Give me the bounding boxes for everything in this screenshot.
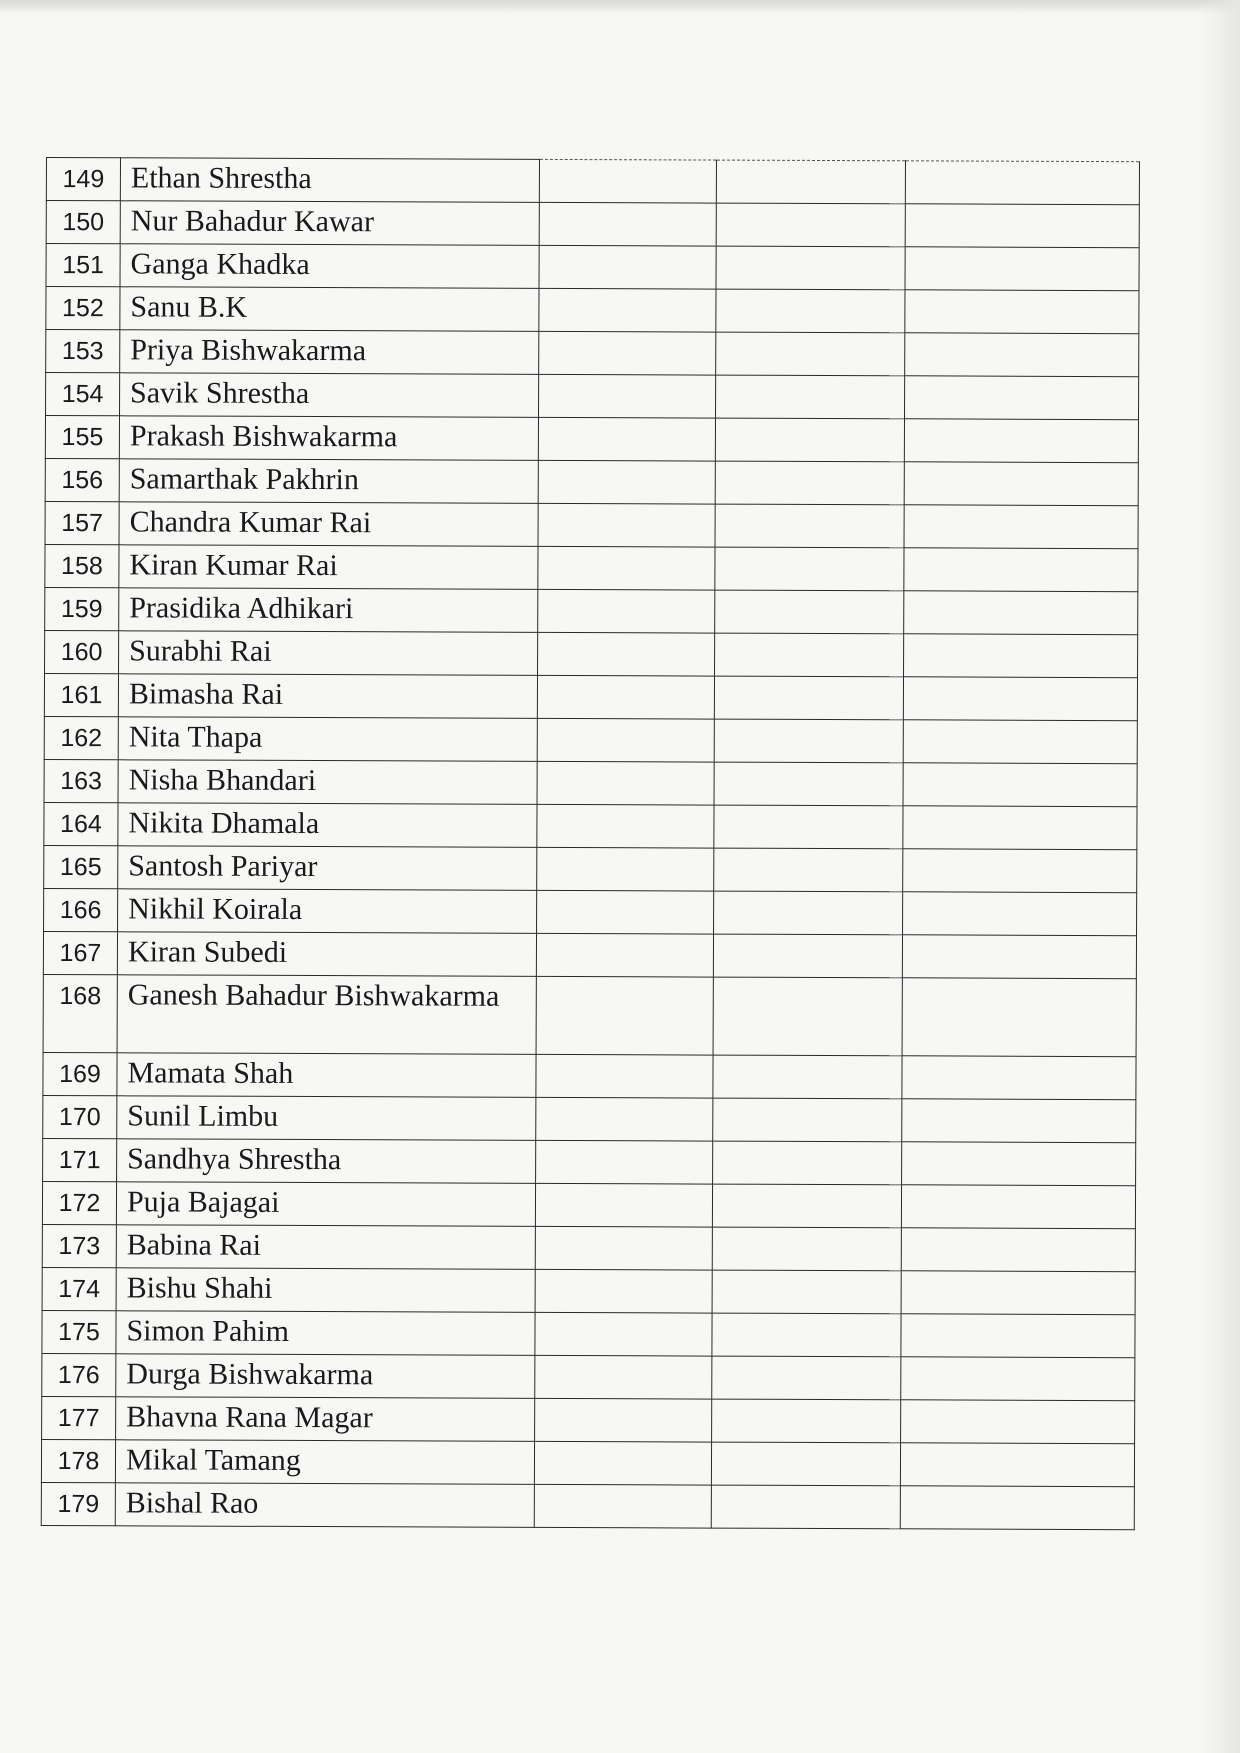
blank-cell-1 [537, 890, 714, 934]
table-row [42, 1267, 1135, 1314]
serial-number-cell: 175 [42, 1310, 116, 1353]
table-row [42, 1353, 1135, 1400]
name-cell: Nisha Bhandari [118, 760, 537, 805]
blank-cell-1 [535, 1269, 712, 1313]
blank-cell-2 [713, 1098, 902, 1142]
blank-cell-1 [535, 1226, 712, 1270]
blank-cell-3 [904, 462, 1138, 506]
table-row [45, 587, 1138, 634]
name-cell: Sunil Limbu [117, 1096, 536, 1141]
serial-number-cell: 159 [45, 587, 119, 630]
blank-cell-3 [903, 677, 1137, 721]
name-cell: Bimasha Rai [118, 674, 537, 719]
blank-cell-3 [901, 1271, 1135, 1315]
blank-cell-1 [539, 288, 716, 332]
blank-cell-3 [902, 1099, 1136, 1143]
blank-cell-1 [536, 1140, 713, 1184]
table-row [45, 501, 1138, 548]
blank-cell-1 [538, 632, 715, 676]
blank-cell-1 [539, 331, 716, 375]
blank-cell-1 [535, 1183, 712, 1227]
blank-cell-2 [714, 848, 903, 892]
serial-number-cell: 168 [43, 974, 117, 1052]
blank-cell-2 [712, 1399, 901, 1443]
table-row [41, 1439, 1134, 1486]
name-cell: Santosh Pariyar [118, 846, 537, 891]
blank-cell-1 [537, 675, 714, 719]
blank-cell-1 [539, 374, 716, 418]
serial-number-cell: 150 [46, 201, 120, 244]
serial-number-cell: 152 [46, 287, 120, 330]
serial-number-cell: 166 [44, 888, 118, 931]
blank-cell-3 [903, 720, 1137, 764]
name-cell: Prakash Bishwakarma [119, 416, 538, 461]
blank-cell-1 [538, 589, 715, 633]
blank-cell-2 [716, 375, 905, 419]
table-row [46, 287, 1139, 334]
name-cell: Nur Bahadur Kawar [120, 201, 539, 246]
table-row [44, 673, 1137, 720]
blank-cell-1 [538, 546, 715, 590]
table-row [43, 931, 1136, 978]
blank-cell-1 [539, 245, 716, 289]
blank-cell-2 [716, 289, 905, 333]
blank-cell-3 [901, 1185, 1135, 1229]
blank-cell-1 [536, 1097, 713, 1141]
blank-cell-2 [714, 805, 903, 849]
blank-cell-1 [535, 1355, 712, 1399]
name-cell: Ganesh Bahadur Bishwakarma [117, 975, 536, 1055]
blank-cell-2 [715, 504, 904, 548]
table-row [43, 1095, 1136, 1142]
scan-edge-shadow-right [1200, 0, 1240, 1753]
blank-cell-3 [901, 1400, 1135, 1444]
blank-cell-3 [900, 1443, 1134, 1487]
blank-cell-2 [712, 1184, 901, 1228]
table-row [44, 802, 1137, 849]
serial-number-cell: 153 [46, 330, 120, 373]
table-row [44, 716, 1137, 763]
name-cell: Nita Thapa [118, 717, 537, 762]
blank-cell-3 [905, 376, 1139, 420]
blank-cell-1 [536, 1054, 713, 1098]
table-row [46, 330, 1139, 377]
blank-cell-2 [711, 1485, 900, 1529]
blank-cell-1 [538, 460, 715, 504]
name-cell: Mikal Tamang [115, 1440, 534, 1485]
blank-cell-3 [905, 247, 1139, 291]
serial-number-cell: 160 [45, 630, 119, 673]
blank-cell-2 [715, 633, 904, 677]
blank-cell-3 [902, 1142, 1136, 1186]
table-row [43, 1138, 1136, 1185]
blank-cell-3 [904, 419, 1138, 463]
blank-cell-3 [903, 849, 1137, 893]
serial-number-cell: 161 [44, 673, 118, 716]
table-row [45, 544, 1138, 591]
blank-cell-2 [715, 418, 904, 462]
name-cell: Ethan Shrestha [120, 158, 539, 203]
blank-cell-3 [904, 591, 1138, 635]
name-cell: Bhavna Rana Magar [116, 1397, 535, 1442]
blank-cell-2 [716, 203, 905, 247]
serial-number-cell: 149 [46, 158, 120, 201]
serial-number-cell: 164 [44, 802, 118, 845]
table-row [42, 1224, 1135, 1271]
name-cell: Chandra Kumar Rai [119, 502, 538, 547]
name-cell: Simon Pahim [116, 1311, 535, 1356]
blank-cell-2 [712, 1227, 901, 1271]
blank-cell-1 [539, 159, 716, 203]
blank-cell-1 [536, 933, 713, 977]
blank-cell-3 [902, 978, 1136, 1057]
serial-number-cell: 170 [43, 1095, 117, 1138]
blank-cell-3 [905, 161, 1139, 205]
blank-cell-3 [902, 1056, 1136, 1100]
table-row [43, 974, 1136, 1056]
name-cell: Kiran Kumar Rai [119, 545, 538, 590]
blank-cell-3 [904, 505, 1138, 549]
table-row [45, 458, 1138, 505]
serial-number-cell: 176 [42, 1353, 116, 1396]
blank-cell-1 [534, 1441, 711, 1485]
table-row [44, 888, 1137, 935]
serial-number-cell: 172 [42, 1181, 116, 1224]
blank-cell-2 [715, 547, 904, 591]
blank-cell-3 [904, 634, 1138, 678]
blank-cell-3 [904, 548, 1138, 592]
blank-cell-1 [537, 761, 714, 805]
name-cell: Mamata Shah [117, 1053, 536, 1098]
name-cell: Prasidika Adhikari [119, 588, 538, 633]
blank-cell-3 [902, 935, 1136, 979]
blank-cell-2 [715, 590, 904, 634]
blank-cell-2 [713, 1141, 902, 1185]
serial-number-cell: 154 [46, 373, 120, 416]
serial-number-cell: 177 [42, 1396, 116, 1439]
table-row [46, 244, 1139, 291]
blank-cell-3 [901, 1357, 1135, 1401]
serial-number-cell: 165 [44, 845, 118, 888]
name-cell: Babina Rai [116, 1225, 535, 1270]
blank-cell-2 [713, 977, 902, 1056]
name-cell: Priya Bishwakarma [120, 330, 539, 375]
name-cell: Kiran Subedi [117, 932, 536, 977]
blank-cell-2 [714, 676, 903, 720]
blank-cell-1 [537, 847, 714, 891]
serial-number-cell: 178 [41, 1439, 115, 1482]
blank-cell-2 [714, 891, 903, 935]
blank-cell-2 [716, 246, 905, 290]
blank-cell-1 [536, 976, 713, 1055]
blank-cell-1 [538, 503, 715, 547]
blank-cell-1 [535, 1398, 712, 1442]
table-row [43, 1052, 1136, 1099]
serial-number-cell: 156 [45, 458, 119, 501]
blank-cell-3 [903, 763, 1137, 807]
blank-cell-2 [711, 1442, 900, 1486]
table-row [45, 416, 1138, 463]
blank-cell-1 [534, 1484, 711, 1528]
name-cell: Samarthak Pakhrin [119, 459, 538, 504]
blank-cell-2 [712, 1356, 901, 1400]
name-cell: Sandhya Shrestha [117, 1139, 536, 1184]
name-cell: Savik Shrestha [120, 373, 539, 418]
table-row [42, 1396, 1135, 1443]
blank-cell-2 [715, 461, 904, 505]
name-register-table [41, 157, 1140, 1530]
blank-cell-3 [903, 892, 1137, 936]
blank-cell-1 [539, 202, 716, 246]
name-cell: Durga Bishwakarma [116, 1354, 535, 1399]
table-row [42, 1181, 1135, 1228]
blank-cell-3 [905, 290, 1139, 334]
name-cell: Puja Bajagai [116, 1182, 535, 1227]
register-body [41, 158, 1139, 1530]
name-cell: Bishal Rao [115, 1483, 534, 1528]
serial-number-cell: 155 [45, 416, 119, 459]
table-row [45, 630, 1138, 677]
table-row [44, 759, 1137, 806]
blank-cell-2 [714, 762, 903, 806]
blank-cell-3 [900, 1486, 1134, 1530]
blank-cell-1 [538, 417, 715, 461]
blank-cell-2 [716, 332, 905, 376]
blank-cell-1 [535, 1312, 712, 1356]
serial-number-cell: 169 [43, 1052, 117, 1095]
blank-cell-2 [716, 160, 905, 204]
name-cell: Bishu Shahi [116, 1268, 535, 1313]
table-row [46, 158, 1139, 205]
serial-number-cell: 162 [44, 716, 118, 759]
serial-number-cell: 174 [42, 1267, 116, 1310]
scan-edge-shadow-top [0, 0, 1240, 14]
blank-cell-3 [905, 204, 1139, 248]
blank-cell-1 [537, 804, 714, 848]
serial-number-cell: 171 [43, 1138, 117, 1181]
serial-number-cell: 163 [44, 759, 118, 802]
blank-cell-3 [901, 1314, 1135, 1358]
name-cell: Nikhil Koirala [118, 889, 537, 934]
serial-number-cell: 158 [45, 544, 119, 587]
blank-cell-2 [713, 934, 902, 978]
serial-number-cell: 173 [42, 1224, 116, 1267]
table-row [46, 201, 1139, 248]
blank-cell-3 [903, 806, 1137, 850]
name-cell: Ganga Khadka [120, 244, 539, 289]
table-row [44, 845, 1137, 892]
blank-cell-2 [712, 1270, 901, 1314]
serial-number-cell: 151 [46, 244, 120, 287]
name-cell: Sanu B.K [120, 287, 539, 332]
serial-number-cell: 167 [43, 931, 117, 974]
blank-cell-3 [905, 333, 1139, 377]
name-cell: Surabhi Rai [119, 631, 538, 676]
serial-number-cell: 179 [41, 1482, 115, 1525]
blank-cell-2 [714, 719, 903, 763]
table-row [46, 373, 1139, 420]
blank-cell-2 [713, 1055, 902, 1099]
name-cell: Nikita Dhamala [118, 803, 537, 848]
blank-cell-1 [537, 718, 714, 762]
blank-cell-3 [901, 1228, 1135, 1272]
table-row [41, 1482, 1134, 1529]
blank-cell-2 [712, 1313, 901, 1357]
serial-number-cell: 157 [45, 501, 119, 544]
table-row [42, 1310, 1135, 1357]
